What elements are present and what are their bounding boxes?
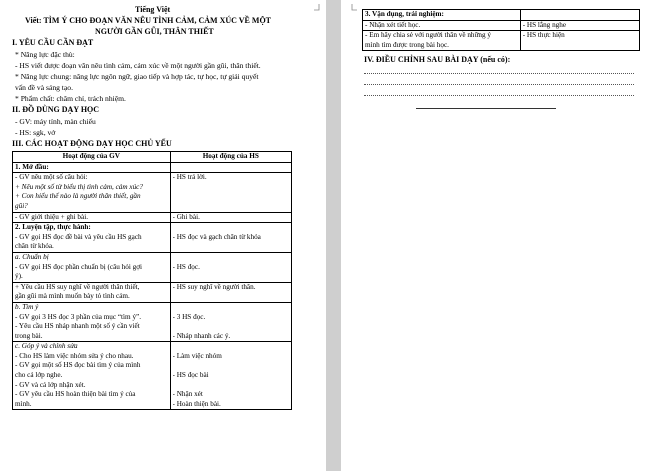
table-row — [13, 223, 292, 253]
cell-line: - GV yêu cầu HS hoàn thiện bài tìm ý của — [15, 390, 136, 399]
hs-activity-cell — [170, 252, 291, 282]
table-row — [13, 342, 292, 410]
cell-line: - 3 HS đọc. — [172, 312, 206, 321]
cell-line: - HS đọc. — [172, 262, 200, 271]
hs-activity-cell — [520, 31, 639, 51]
sec1-line: * Năng lực chung: năng lực ngôn ngữ, giao tiếp và hợp tác, tự học, tự giải quyết — [15, 72, 259, 81]
cell-line — [173, 183, 289, 193]
sec1-line: - HS viết được đoạn văn nêu tình cảm, cảm xúc về một người gần gũi, thân thiết. — [15, 61, 261, 70]
cell-line — [173, 272, 289, 282]
hs-activity-cell — [170, 282, 291, 302]
gv-activity-cell — [363, 20, 521, 31]
cell-line: a. Chuẩn bị — [15, 252, 49, 261]
table-row — [363, 10, 640, 21]
table-row — [13, 282, 292, 302]
gv-activity-cell — [13, 302, 171, 341]
cell-line: - Em hãy chia sẻ với người thân về những ý — [365, 31, 491, 40]
cell-line — [173, 292, 289, 302]
gv-activity-cell — [13, 223, 171, 253]
hs-activity-cell — [170, 162, 291, 173]
table-row — [13, 212, 292, 223]
hs-activity-cell — [170, 223, 291, 253]
dotted-line — [364, 73, 634, 74]
gv-activity-cell — [13, 282, 171, 302]
gv-activity-cell — [13, 342, 171, 410]
cell-line — [173, 303, 289, 313]
cell-line: - Ghi bài. — [172, 212, 200, 221]
hs-column-header: Hoạt động của HS — [170, 152, 291, 163]
cell-line: trong bài. — [15, 331, 43, 340]
hs-activity-cell — [520, 10, 639, 21]
cell-line: - GV gọi một số HS đọc bài tìm ý của mình — [15, 361, 141, 370]
cell-line: - HS suy nghĩ về người thân. — [172, 282, 256, 291]
hs-activity-cell — [170, 212, 291, 223]
cell-line: - Cho HS làm việc nhóm sửa ý cho nhau. — [15, 351, 134, 360]
sec2-line: - GV: máy tính, màn chiếu — [15, 117, 96, 126]
cell-line: - HS đọc bài — [172, 371, 209, 380]
cell-line: - GV giới thiệu + ghi bài. — [15, 212, 89, 221]
cell-line — [173, 253, 289, 263]
dotted-line — [364, 95, 634, 96]
cell-line: + Yêu cầu HS suy nghĩ về người thân thiết, — [15, 282, 140, 291]
cell-line — [523, 41, 637, 51]
cell-line — [523, 10, 637, 20]
cell-line: - HS lắng nghe — [522, 20, 567, 29]
cell-line: gần gũi mà mình muốn bày tỏ tình cảm. — [15, 292, 130, 301]
cell-line: 2. Luyện tập, thực hành: — [15, 223, 91, 232]
cell-line: c. Góp ý và chỉnh sửa — [15, 342, 78, 351]
cell-line — [173, 242, 289, 252]
hs-activity-cell — [170, 302, 291, 341]
cell-line — [173, 381, 289, 391]
crop-mark — [347, 4, 357, 14]
table-row — [13, 162, 292, 173]
cell-line: - Làm việc nhóm — [172, 351, 222, 360]
cell-line: - Yêu cầu HS nháp nhanh một số ý cần viết — [15, 322, 140, 331]
cell-line: cho cả lớp nghe. — [15, 371, 63, 380]
cell-line: - Hoàn thiện bài. — [172, 399, 221, 408]
table-row — [13, 252, 292, 282]
cell-line: mình. — [15, 399, 32, 408]
cell-line: - GV và cả lớp nhận xét. — [15, 380, 86, 389]
hs-activity-cell — [170, 342, 291, 410]
cell-line: - Nhận xét — [172, 390, 203, 399]
cell-line: - Nháp nhanh các ý. — [172, 331, 231, 340]
cell-line — [173, 322, 289, 332]
dotted-line — [364, 84, 634, 85]
cell-line: - HS trả lời. — [172, 173, 207, 182]
cell-line — [173, 361, 289, 371]
table-row — [363, 31, 640, 51]
gv-column-header: Hoạt động của GV — [13, 152, 171, 163]
cell-line: b. Tìm ý — [15, 302, 39, 311]
cell-line: + Nêu một số từ biểu thị tình cảm, cảm xúc? — [15, 182, 143, 191]
section-3-heading: III. CÁC HOẠT ĐỘNG DẠY HỌC CHỦ YẾU — [12, 139, 172, 148]
activities-table — [12, 151, 292, 410]
hs-activity-cell — [520, 20, 639, 31]
gv-activity-cell — [13, 173, 171, 212]
section-2-heading: II. ĐỒ DÙNG DẠY HỌC — [12, 105, 100, 114]
cell-line: 3. Vận dụng, trải nghiệm: — [365, 10, 444, 18]
cell-line — [173, 223, 289, 233]
sec1-line: vấn đề và sáng tạo. — [15, 83, 73, 92]
cell-line: ý). — [15, 272, 23, 281]
cell-line: mình tìm được trong bài học. — [365, 40, 449, 49]
gv-activity-cell — [13, 212, 171, 223]
gv-activity-cell — [13, 162, 171, 173]
cell-line: chân từ khóa. — [15, 242, 54, 251]
gv-activity-cell — [363, 10, 521, 21]
gv-activity-cell — [363, 31, 521, 51]
activities-table-continued — [362, 9, 640, 51]
cell-line — [173, 202, 289, 212]
sec1-line: * Phẩm chất: chăm chỉ, trách nhiệm. — [15, 94, 126, 103]
cell-line — [173, 342, 289, 352]
lesson-title: Viết: TÌM Ý CHO ĐOẠN VĂN NÊU TÌNH CẢM, CẢM XÚC VỀ MỘT — [25, 16, 271, 25]
table-row — [363, 20, 640, 31]
cell-line — [173, 192, 289, 202]
crop-mark — [314, 4, 324, 14]
cell-line — [173, 163, 289, 173]
sec1-line: * Năng lực đặc thù: — [15, 50, 75, 59]
section-1-heading: I. YÊU CẦU CẦN ĐẠT — [12, 38, 94, 47]
table-row — [13, 173, 292, 212]
table-row — [13, 302, 292, 341]
lesson-title-line2: NGƯỜI GẦN GŨI, THÂN THIẾT — [95, 27, 214, 36]
document-page-2 — [341, 0, 650, 471]
cell-line: - GV nêu một số câu hỏi: — [15, 173, 88, 182]
cell-line: - GV gọi HS đọc phần chuẩn bị (câu hỏi gợi — [15, 262, 143, 271]
section-4-heading: IV. ĐIỀU CHỈNH SAU BÀI DẠY (nếu có): — [364, 55, 511, 64]
cell-line: - Nhận xét tiết học. — [365, 20, 421, 29]
cell-line: + Con hiểu thế nào là người thân thiết, gần — [15, 192, 141, 201]
cell-line: - GV gọi 3 HS đọc 3 phần của mục “tìm ý”. — [15, 312, 142, 321]
cell-line: - GV gọi HS đọc đề bài và yêu cầu HS gạch — [15, 232, 142, 241]
cell-line: 1. Mở đầu: — [15, 162, 49, 171]
subject-label: Tiếng Việt — [135, 5, 171, 14]
sec2-line: - HS: sgk, vở — [15, 128, 56, 137]
hs-activity-cell — [170, 173, 291, 212]
cell-line: gũi? — [15, 201, 28, 210]
cell-line: - HS đọc và gạch chân từ khóa — [172, 232, 261, 241]
gv-activity-cell — [13, 252, 171, 282]
end-rule — [416, 108, 556, 109]
cell-line: - HS thực hiện — [522, 31, 565, 40]
